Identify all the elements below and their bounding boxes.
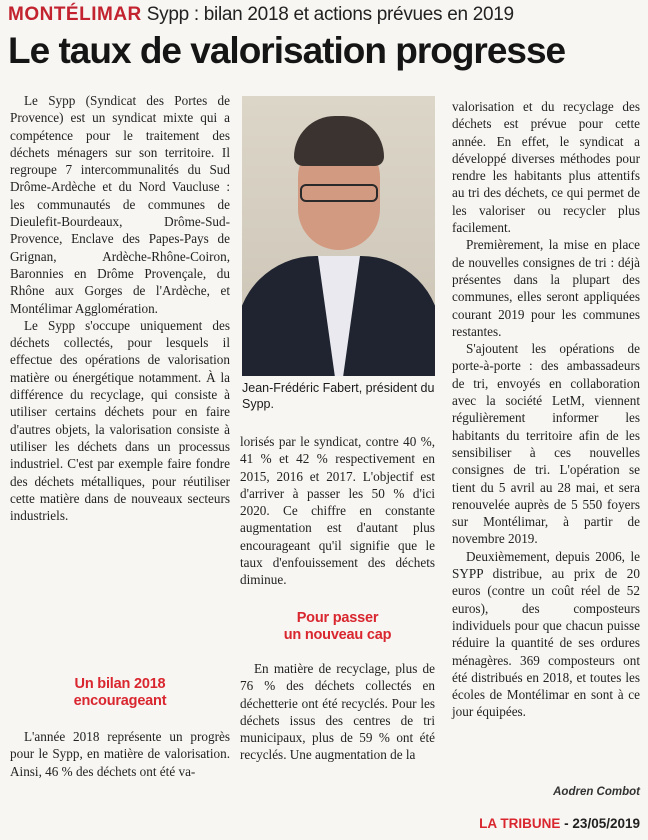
author-byline: Aodren Combot [553,786,640,798]
subheading-line: Pour passer [296,610,379,626]
article-column-1 [10,92,230,524]
paragraph: Le Sypp s'occupe uniquement des déchets collectés, pour lesquels il effectue des opérations de valorisation matière ou énergétique notamment. À la différence du recyclage, qui consiste à utiliser certains déchets pour en faire d'autres objets, la valorisation consiste à utiliser les déchets dans un processus industriel. C'est par exemple faire fondre des déchets métalliques, pour réutiliser cette matière dans de nouveaux secteurs industriels. [10,317,230,524]
subheading-line: un nouveau cap [283,627,392,643]
photo-hair [294,116,384,166]
subheading-nouveau-cap [240,610,435,644]
kicker-location: MONTÉLIMAR [8,4,142,25]
paragraph: Le Sypp (Syndicat des Portes de Provence) est un syndicat mixte qui a compétence pour le traitement des déchets ménagers sur son territoire. Il regroupe 7 intercommunalités du Sud Drôme-Ardèche et du Nord Vaucluse : les communautés de communes de Dieulefit-Bourdeaux, Drôme-Sud-Provence, Enclave des Papes-Pays de Grignan, Ardèche-Rhône-Coiron, Baronnies en Drôme Provençale, du Rhône aux Gorges de l'Ardèche, et Montélimar Agglomération. [10,93,230,316]
photo-glasses [300,184,378,202]
paragraph: valorisation et du recyclage des déchets est prévue pour cette année. En effet, le syndicat a développé diverses méthodes pour rendre les habitants plus attentifs au tri des déchets, ce qui permet de les valoriser ou recycler plus facilement. [452,99,640,236]
subheading-line: encourageant [73,693,167,709]
article-column-3 [452,98,640,721]
paragraph: S'ajoutent les opérations de porte-à-porte : des ambassadeurs de tri, envoyés en collaboration avec la société LetM, viennent régulièrement informer les habitants du territoire afin de les sensibiliser à ces nouvelles consignes de tri. L'opération se tient du 5 avril au 28 mai, et sera renouvelée auprès de 5 550 foyers sur Montélimar, à partir de novembre 2019. [452,341,640,547]
paragraph: Deuxièmement, depuis 2006, le SYPP distribue, au prix de 20 euros (contre un coût réel de 52 euros), des composteurs individuels pour que chacun puisse réduire la quantité de ses ordures ménagères. 369 composteurs ont été distribués en 2018, et toutes les écoles de Montélimar en sont à ce jour équipées. [452,548,640,720]
footer-separator: - [560,816,573,831]
source-footer [450,816,640,831]
subheading-bilan [10,676,230,710]
paragraph: En matière de recyclage, plus de 76 % des déchets collectés en déchetterie ont été recyclés. Pour les déchets issus des centres de tri municipaux, plus de 59 % ont été recyclés. Une augmentation de la [240,661,435,763]
paragraph: lorisés par le syndicat, contre 40 %, 41 % et 42 % respectivement en 2015, 2016 et 2017. L'objectif est d'arriver à passer les 50 % d'ici 2020. Ce chiffre en constante augmentation est d'autant plus encourageant qu'il signifie que le taux d'enfouissement des déchets diminue. [240,434,435,588]
article-headline: Le taux de valorisation progresse [8,30,566,71]
paragraph: Premièrement, la mise en place de nouvelles consignes de tri : déjà présentes dans la plupart des communes, elles seront appliquées courant 2019 pour les communes restantes. [452,237,640,339]
photo-caption: Jean-Frédéric Fabert, président du Sypp. [242,381,435,411]
article-column-2-continued [240,660,435,764]
article-kicker [8,4,638,26]
article-column-2 [240,433,435,589]
subheading-line: Un bilan 2018 [74,676,166,692]
kicker-topic: Sypp : bilan 2018 et actions prévues en 2019 [141,4,514,25]
publication-name: LA TRIBUNE [479,816,561,831]
article-column-1-continued [10,728,230,780]
paragraph: L'année 2018 représente un progrès pour le Sypp, en matière de valorisation. Ainsi, 46 % des déchets ont été va- [10,729,230,779]
president-photo [242,96,435,376]
publication-date: 23/05/2019 [572,816,640,831]
